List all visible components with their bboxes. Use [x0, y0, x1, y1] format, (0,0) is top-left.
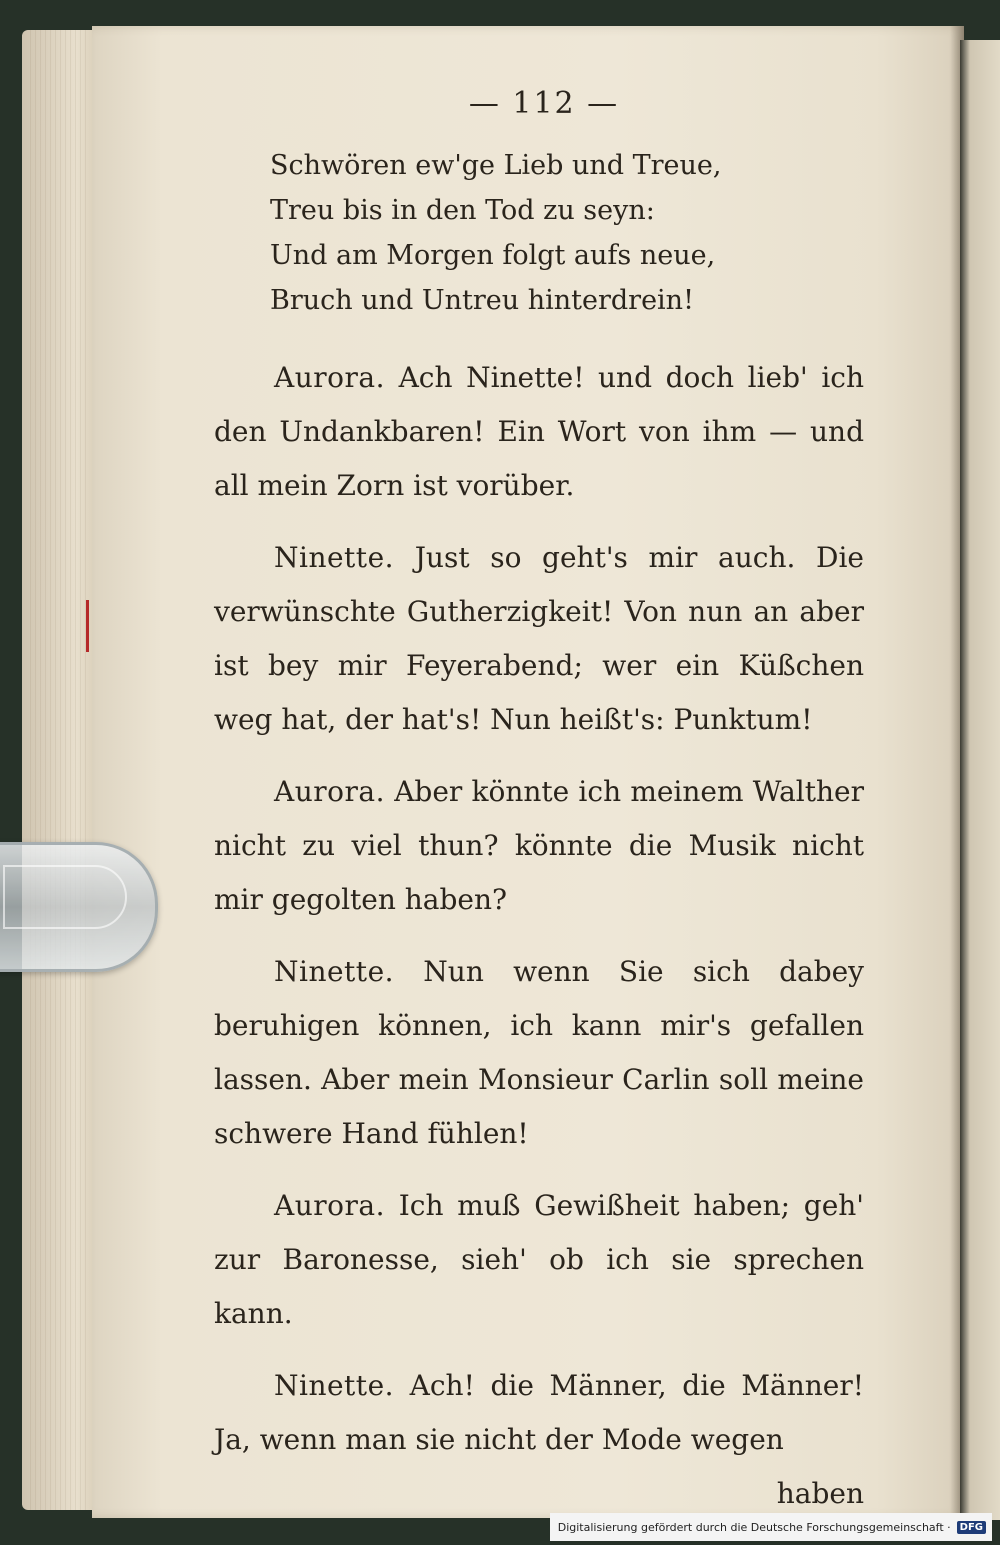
speaker-name: Ninette.	[274, 541, 395, 574]
verse-line: Treu bis in den Tod zu seyn:	[270, 195, 655, 226]
dialogue-paragraph	[214, 351, 864, 513]
dfg-logo: DFG	[957, 1521, 986, 1534]
dialogue-paragraph	[214, 1359, 864, 1467]
footer-text: Digitalisierung gefördert durch die Deutsche Forschungsgemeinschaft ·	[557, 1520, 951, 1534]
catchword: haben	[776, 1477, 864, 1510]
dialogue-text: Ach Ninette! und doch lieb' ich den Undankbaren! Ein Wort von ihm — und all mein Zorn ist vorüber.	[214, 361, 864, 502]
page-number: — 112 —	[468, 86, 620, 121]
page-text	[214, 86, 864, 1521]
page-edges	[22, 30, 100, 1510]
speaker-name: Aurora.	[274, 775, 385, 808]
page-clip	[0, 842, 158, 972]
dialogue-text: Nun wenn Sie sich dabey beruhigen können, ich kann mir's gefallen lassen. Aber mein Monsieur Carlin soll meine schwere Hand fühlen!	[214, 955, 865, 1150]
dialogue-text: Ach! die Männer, die Männer! Ja, wenn man sie nicht der Mode wegen	[214, 1369, 864, 1456]
dialogue-paragraph	[214, 531, 864, 747]
dfg-footer	[550, 1513, 992, 1541]
speaker-name: Ninette.	[274, 1369, 395, 1402]
dialogue-paragraph	[214, 765, 864, 927]
verse-block	[270, 143, 864, 323]
dialogue-text: Aber könnte ich meinem Walther nicht zu viel thun? könnte die Musik nicht mir gegolten haben?	[214, 775, 864, 916]
verse-line: Und am Morgen folgt aufs neue,	[270, 240, 716, 271]
dialogue-text: Ich muß Gewißheit haben; geh' zur Baronesse, sieh' ob ich sie sprechen kann.	[214, 1189, 864, 1330]
next-page-edge	[960, 40, 1000, 1520]
dialogue-text: Just so geht's mir auch. Die verwünschte Gutherzigkeit! Von nun an aber ist bey mir Feyerabend; wer ein Küßchen weg hat, der hat's! Nun heißt's: Punktum!	[214, 541, 864, 736]
verse-line: Bruch und Untreu hinterdrein!	[270, 285, 694, 316]
red-bookmark-mark	[86, 600, 89, 652]
dialogue-paragraph	[214, 945, 864, 1161]
speaker-name: Aurora.	[274, 361, 385, 394]
verse-line: Schwören ew'ge Lieb und Treue,	[270, 150, 722, 181]
speaker-name: Aurora.	[274, 1189, 385, 1222]
dialogue-paragraph	[214, 1179, 864, 1341]
speaker-name: Ninette.	[274, 955, 395, 988]
